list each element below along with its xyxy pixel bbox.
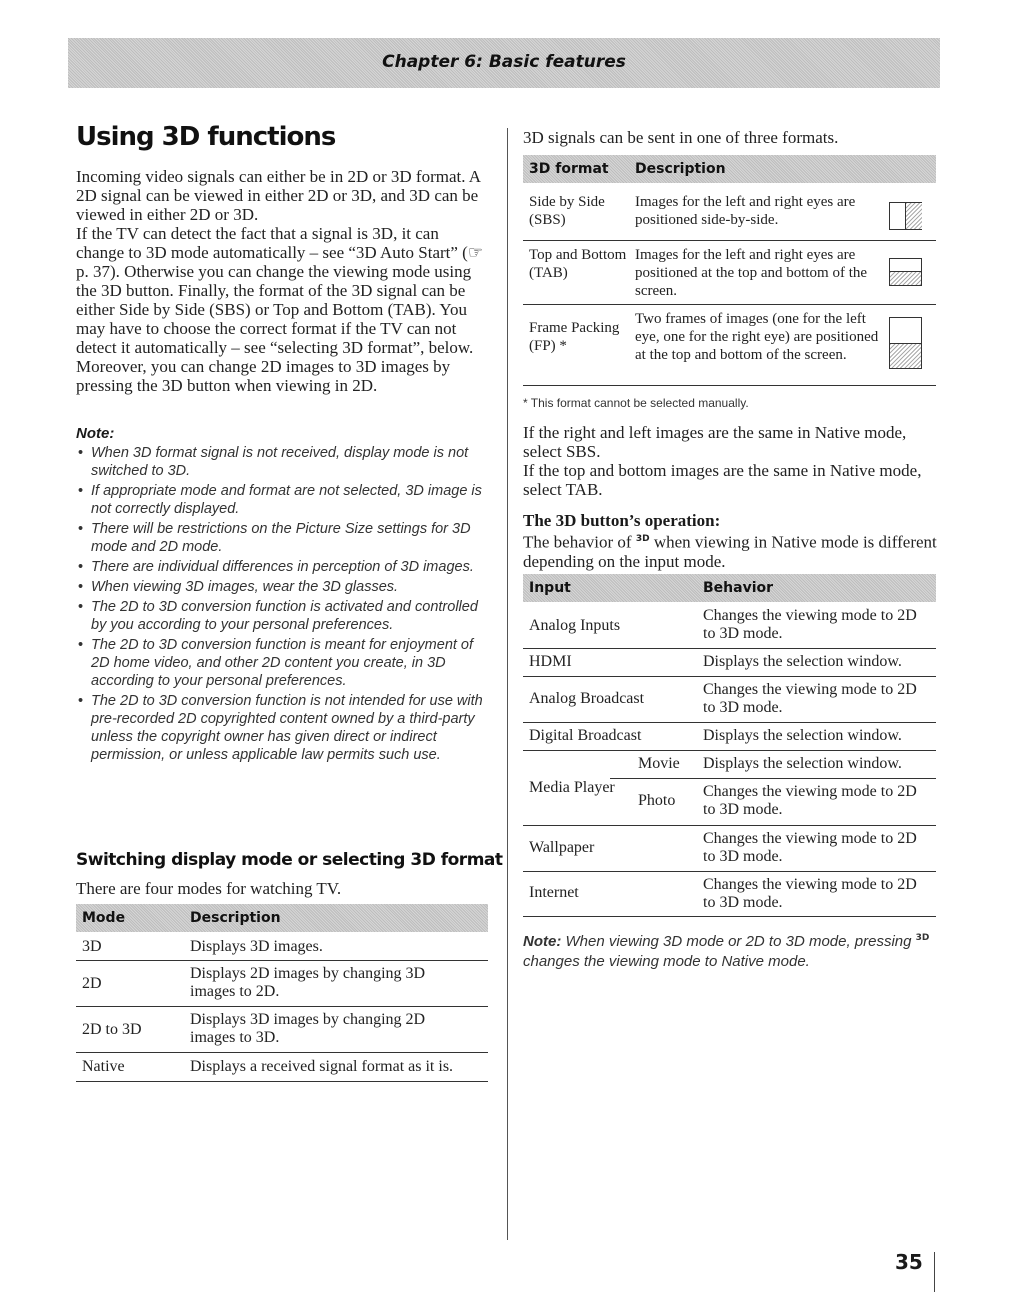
input-table-header	[523, 574, 936, 602]
behavior-cell: Changes the viewing mode to 2D to 3D mode.	[703, 830, 917, 865]
table-row	[523, 723, 936, 751]
button-operation-heading: The 3D button’s operation:	[523, 511, 721, 530]
description-cell: Displays 3D images by changing 2D images to 3D.	[190, 1011, 426, 1046]
text-fragment: changes the viewing mode to Native mode.	[523, 953, 810, 970]
input-cell: Analog Broadcast	[529, 690, 645, 707]
page-title: Using 3D functions	[76, 122, 336, 152]
native-tab-text: If the top and bottom images are the same in Native mode, select TAB.	[523, 461, 922, 499]
bottom-note	[523, 928, 938, 972]
table-row	[610, 779, 936, 824]
description-cell: Displays 2D images by changing 3D images to 2D.	[190, 965, 426, 1000]
sub-input-cell: Photo	[638, 792, 676, 809]
table-row	[610, 751, 936, 779]
input-cell: Digital Broadcast	[529, 727, 642, 744]
table-row	[523, 603, 936, 649]
section-intro: There are four modes for watching TV.	[76, 879, 342, 898]
input-cell: HDMI	[529, 653, 572, 670]
table-row	[523, 305, 936, 386]
behavior-cell: Changes the viewing mode to 2D to 3D mode.	[703, 681, 917, 716]
note-item: • The 2D to 3D conversion function is activated and controlled by you according to your personal preferences.	[76, 598, 491, 634]
input-cell: Internet	[529, 884, 579, 901]
page-number: 35	[895, 1250, 923, 1274]
note-item: • When viewing 3D images, wear the 3D glasses.	[76, 578, 491, 596]
table-row	[76, 932, 488, 961]
format-table-header	[523, 155, 936, 183]
description-cell: Images for the left and right eyes are positioned side-by-side.	[635, 194, 856, 228]
behavior-cell: Displays the selection window.	[703, 755, 902, 772]
top-and-bottom-icon	[889, 258, 922, 286]
input-cell: Media Player	[529, 779, 615, 796]
description-cell: Displays 3D images.	[190, 938, 323, 955]
description-cell: Two frames of images (one for the left eye, one for the right eye) are positioned at the top and bottom of the screen.	[635, 311, 879, 363]
3d-button-icon: 3D	[915, 933, 930, 943]
format-cell: Top and Bottom (TAB)	[529, 247, 627, 281]
note-item: • There will be restrictions on the Picture Size settings for 3D mode and 2D mode.	[76, 520, 491, 556]
page-number-rule	[934, 1252, 935, 1292]
column-header: Description	[635, 161, 726, 177]
table-row	[523, 872, 936, 917]
behavior-cell: Displays the selection window.	[703, 653, 902, 670]
text-fragment: When viewing 3D mode or 2D to 3D mode, pressing	[565, 933, 912, 950]
note-item: • The 2D to 3D conversion function is not intended for use with pre-recorded 2D copyrighted content owned by a third-party unless the copyright owner has given direct or indirect permission, or unless applicable law permits such use.	[76, 692, 491, 764]
table-row	[523, 184, 936, 241]
column-header: 3D format	[529, 161, 609, 177]
mode-table-header	[76, 904, 488, 932]
behavior-cell: Displays the selection window.	[703, 727, 902, 744]
mode-cell: Native	[82, 1058, 125, 1075]
table-row	[76, 1053, 488, 1082]
table-row	[523, 677, 936, 723]
intro-text	[76, 167, 488, 395]
table-row	[523, 241, 936, 305]
table-row	[76, 1007, 488, 1053]
behavior-cell: Changes the viewing mode to 2D to 3D mode.	[703, 607, 917, 642]
button-operation-text	[523, 530, 938, 571]
intro-paragraph: Incoming video signals can either be in 2D or 3D format. A 2D signal can be viewed in either 2D or 3D, and 3D can be viewed in either 2D or 3D.	[76, 167, 481, 224]
description-cell: Images for the left and right eyes are positioned at the top and bottom of the screen.	[635, 247, 868, 299]
note-label: Note:	[76, 425, 115, 442]
table-row	[523, 826, 936, 872]
mode-cell: 2D to 3D	[82, 1021, 142, 1038]
column-header: Description	[190, 910, 281, 926]
mode-cell: 2D	[82, 975, 102, 992]
text-fragment: when viewing in Native mode is different depending on the input mode.	[523, 532, 937, 571]
notes-list	[76, 444, 491, 766]
note-label: Note:	[523, 933, 562, 950]
intro-paragraph: If the TV can detect the fact that a signal is 3D, it can change to 3D mode automatically – see “3D Auto Start” (☞p. 37). Otherwise you can change the viewing mode using the 3D button. Finally, the format of the 3D signal can be either Side by Side (SBS) or Top and Bottom (TAB). You may have to choose the correct format if the TV can not detect it automatically – see “selecting 3D format”, below.	[76, 224, 484, 357]
chapter-title: Chapter 6: Basic features	[382, 52, 626, 72]
frame-packing-icon	[889, 317, 922, 369]
note-item: • The 2D to 3D conversion function is meant for enjoyment of 2D home video, and other 2D content you create, in 3D according to your personal preferences.	[76, 636, 491, 690]
column-header: Mode	[82, 910, 126, 926]
format-cell: Frame Packing (FP) *	[529, 320, 620, 354]
intro-paragraph: Moreover, you can change 2D images to 3D images by pressing the 3D button when viewing in 2D.	[76, 357, 451, 395]
input-cell: Analog Inputs	[529, 617, 621, 634]
text-fragment: The behavior of	[523, 532, 632, 552]
behavior-cell: Changes the viewing mode to 2D to 3D mode.	[703, 783, 917, 818]
description-cell: Displays a received signal format as it is.	[190, 1058, 454, 1075]
sub-input-cell: Movie	[638, 755, 680, 772]
note-item: • If appropriate mode and format are not selected, 3D image is not correctly displayed.	[76, 482, 491, 518]
input-cell: Wallpaper	[529, 839, 595, 856]
mode-cell: 3D	[82, 938, 102, 955]
formats-intro: 3D signals can be sent in one of three formats.	[523, 128, 839, 147]
3d-button-icon: 3D	[635, 534, 650, 544]
table-row	[76, 961, 488, 1007]
chapter-banner	[68, 38, 940, 88]
side-by-side-icon	[889, 202, 922, 230]
note-item: • When 3D format signal is not received, display mode is not switched to 3D.	[76, 444, 491, 480]
note-item: • There are individual differences in perception of 3D images.	[76, 558, 491, 576]
section-heading: Switching display mode or selecting 3D format	[76, 850, 503, 870]
native-sbs-text: If the right and left images are the same in Native mode, select SBS.	[523, 423, 907, 461]
column-header: Behavior	[703, 580, 774, 596]
format-footnote: * This format cannot be selected manually.	[523, 396, 749, 410]
column-divider	[507, 128, 508, 1240]
column-header: Input	[529, 580, 571, 596]
format-cell: Side by Side (SBS)	[529, 194, 605, 228]
behavior-cell: Changes the viewing mode to 2D to 3D mode.	[703, 876, 917, 911]
table-row	[523, 649, 936, 677]
